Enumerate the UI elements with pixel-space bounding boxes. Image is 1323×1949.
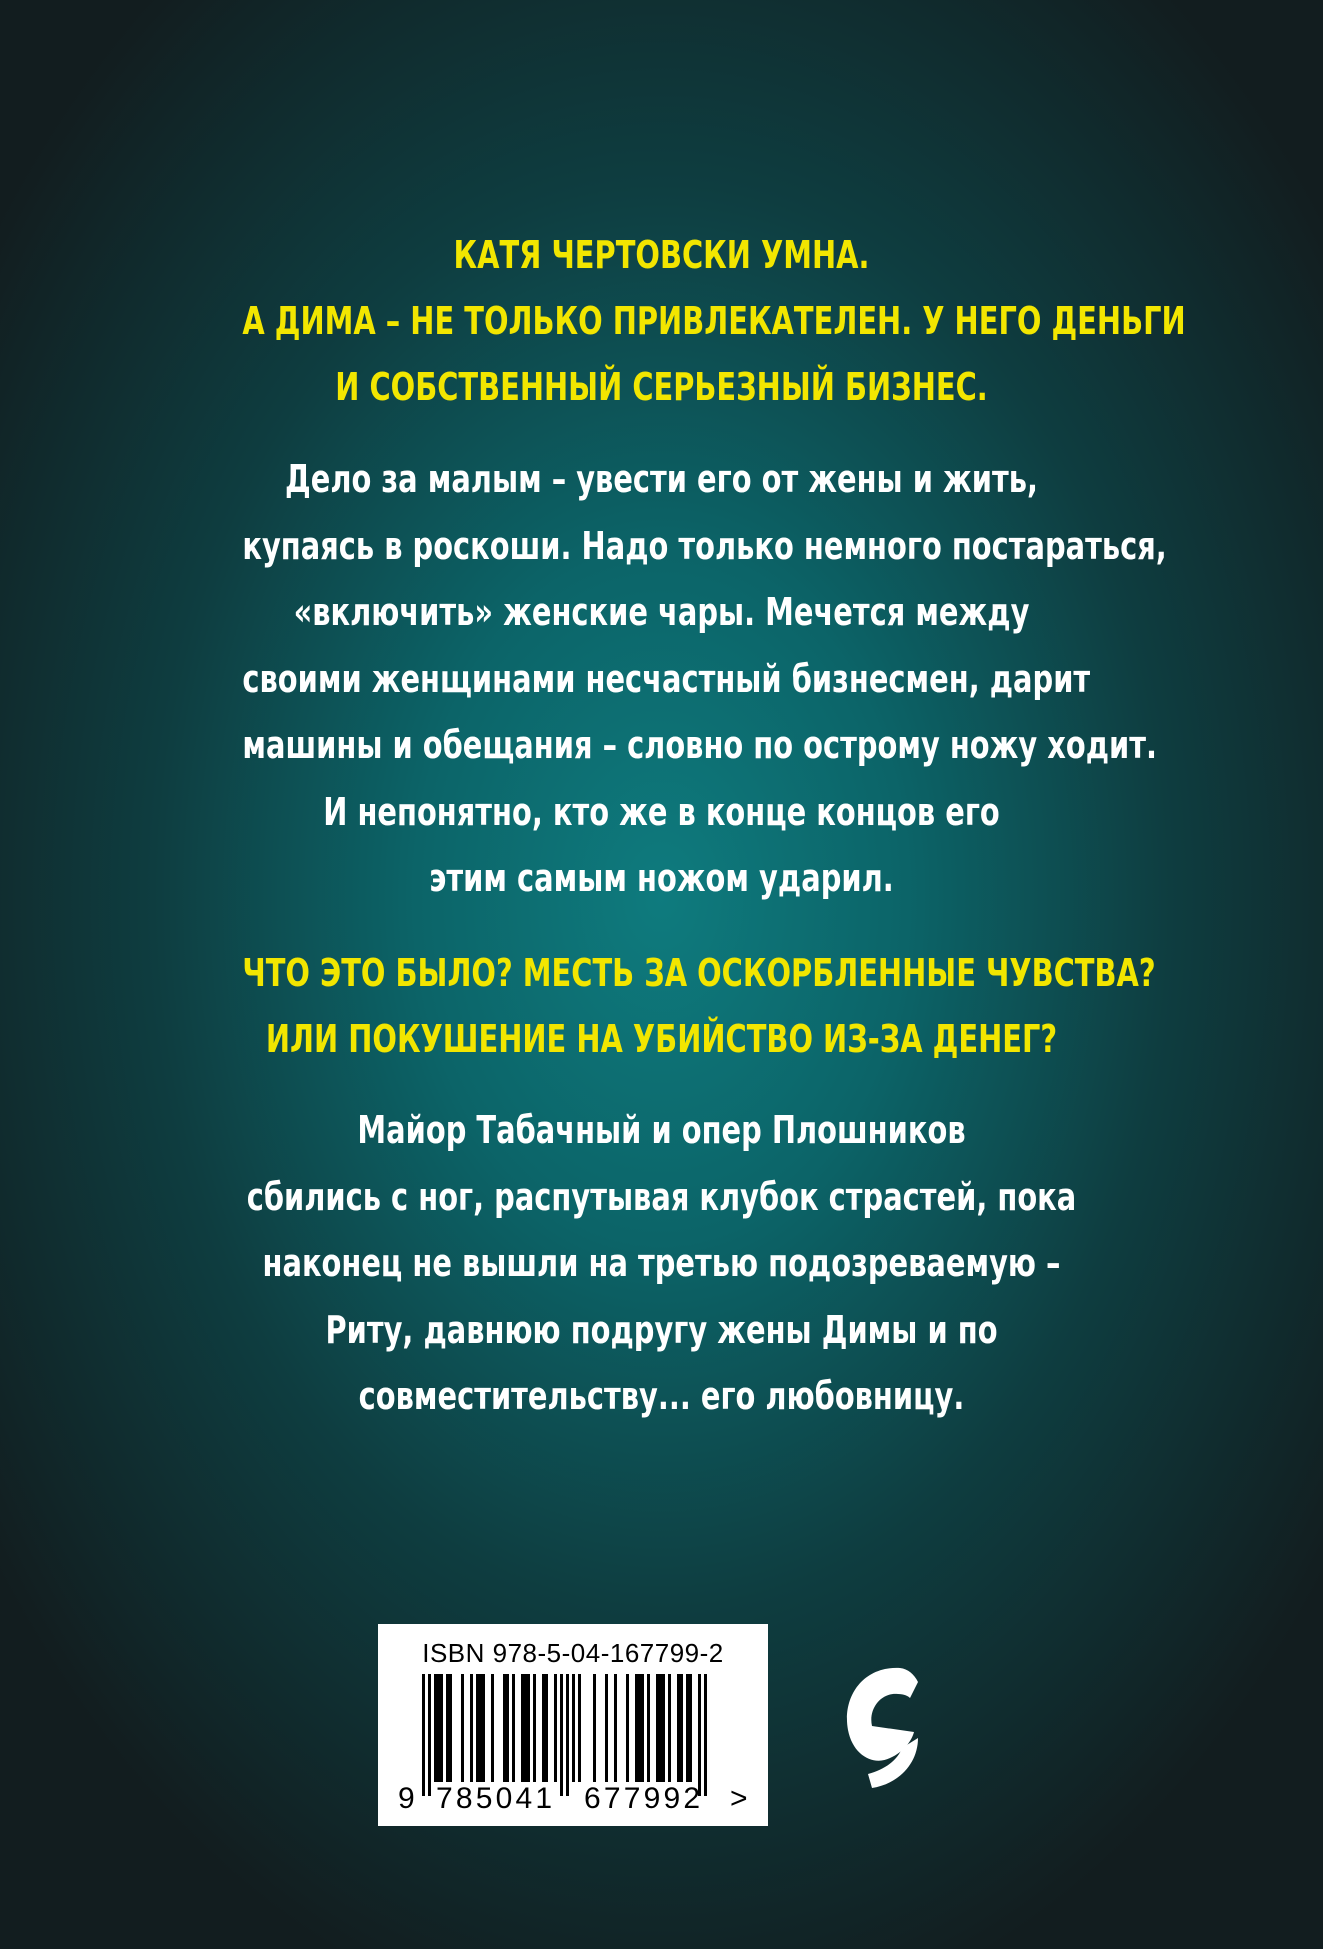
blurb-line: Дело за малым – увести его от жены и жить, (285, 457, 1038, 501)
barcode-left-digits: 785041 (436, 1782, 556, 1815)
barcode-bar (572, 1674, 575, 1782)
barcode-right-digits: 677992 (584, 1782, 704, 1815)
isbn-label: ISBN 978-5-04-167799-2 (422, 1638, 724, 1668)
barcode-bar (461, 1674, 464, 1782)
barcode-bar (440, 1674, 443, 1782)
barcode-bar (704, 1674, 707, 1796)
barcode-bar (437, 1674, 440, 1782)
barcode-bar (449, 1674, 452, 1782)
barcode-bar (422, 1674, 425, 1796)
blurb-line: этим самым ножом ударил. (429, 856, 894, 900)
blurb-line: машины и обещания – словно по острому ножу ходит. (242, 723, 1158, 767)
barcode-bar (491, 1674, 494, 1782)
hook-line: А ДИМА – НЕ ТОЛЬКО ПРИВЛЕКАТЕЛЕН. У НЕГО ДЕНЬГИ (242, 299, 1186, 343)
blurb-line: Риту, давнюю подругу жены Димы и по (325, 1307, 998, 1352)
barcode-bar (641, 1674, 644, 1782)
barcode-bar (668, 1674, 671, 1782)
barcode-bar (482, 1674, 485, 1782)
barcode-bar (638, 1674, 641, 1782)
barcode-bar (428, 1674, 431, 1796)
blurb-line: И непонятно, кто же в конце концов его (323, 789, 1000, 834)
barcode-quiet-zone-mark: > (730, 1782, 748, 1815)
barcode-bar (503, 1674, 506, 1782)
hook-line: КАТЯ ЧЕРТОВСКИ УМНА. (453, 233, 870, 277)
barcode-bar (698, 1674, 701, 1796)
barcode-bar (560, 1674, 563, 1796)
barcode-bar (470, 1674, 473, 1782)
barcode-bar (506, 1674, 509, 1782)
barcode-bar (686, 1674, 689, 1782)
barcode-bar (647, 1674, 650, 1782)
barcode-bar (614, 1674, 617, 1782)
question-line: ЧТО ЭТО БЫЛО? МЕСТЬ ЗА ОСКОРБЛЕННЫЕ ЧУВСТВА? (242, 951, 1156, 995)
barcode-bar (689, 1674, 692, 1782)
barcode-bar (524, 1674, 527, 1782)
barcode-bar (542, 1674, 545, 1782)
barcode-bar (659, 1674, 662, 1782)
blurb-line: «включить» женские чары. Мечется между (293, 590, 1030, 634)
barcode-bar (566, 1674, 569, 1796)
blurb-line: своими женщинами несчастный бизнесмен, дарит (242, 656, 1091, 701)
barcode-bar (476, 1674, 479, 1782)
hook-text (242, 222, 1186, 420)
barcode-bar (533, 1674, 536, 1782)
barcode-bar (479, 1674, 482, 1782)
barcode-bar (446, 1674, 449, 1782)
eksmo-logo-icon (838, 1660, 922, 1794)
barcode-bar (605, 1674, 608, 1782)
blurb-line: Майор Табачный и опер Плошников (357, 1108, 966, 1152)
barcode-bar (656, 1674, 659, 1782)
barcode-bar (545, 1674, 548, 1782)
blurb-paragraph-1 (242, 446, 1167, 912)
blurb-line: купаясь в роскоши. Надо только немного постараться, (242, 523, 1167, 568)
barcode-bar (626, 1674, 629, 1782)
barcode-bar (593, 1674, 596, 1782)
barcode-bar (635, 1674, 638, 1782)
barcode-bar (434, 1674, 437, 1782)
question-text (242, 940, 1156, 1072)
barcode-bar (680, 1674, 683, 1782)
barcode-bar (662, 1674, 665, 1782)
barcode-bar (677, 1674, 680, 1782)
blurb-line: наконец не вышли на третью подозреваемую – (262, 1241, 1061, 1285)
barcode-bar (521, 1674, 524, 1782)
blurb-line: совместительству... его любовницу. (358, 1374, 965, 1418)
barcode-bar (512, 1674, 515, 1782)
barcode-bar (554, 1674, 557, 1782)
blurb-paragraph-2 (242, 1097, 1080, 1430)
barcode-bar (527, 1674, 530, 1782)
isbn-barcode (378, 1624, 768, 1826)
blurb-line: сбились с ног, распутывая клубок страстей, пока (246, 1174, 1077, 1219)
barcode-lead-digit: 9 (398, 1782, 415, 1815)
barcode-bar (578, 1674, 581, 1782)
hook-line: И СОБСТВЕННЫЙ СЕРЬЕЗНЫЙ БИЗНЕС. (335, 365, 988, 409)
question-line: ИЛИ ПОКУШЕНИЕ НА УБИЙСТВО ИЗ-ЗА ДЕНЕГ? (265, 1017, 1058, 1061)
